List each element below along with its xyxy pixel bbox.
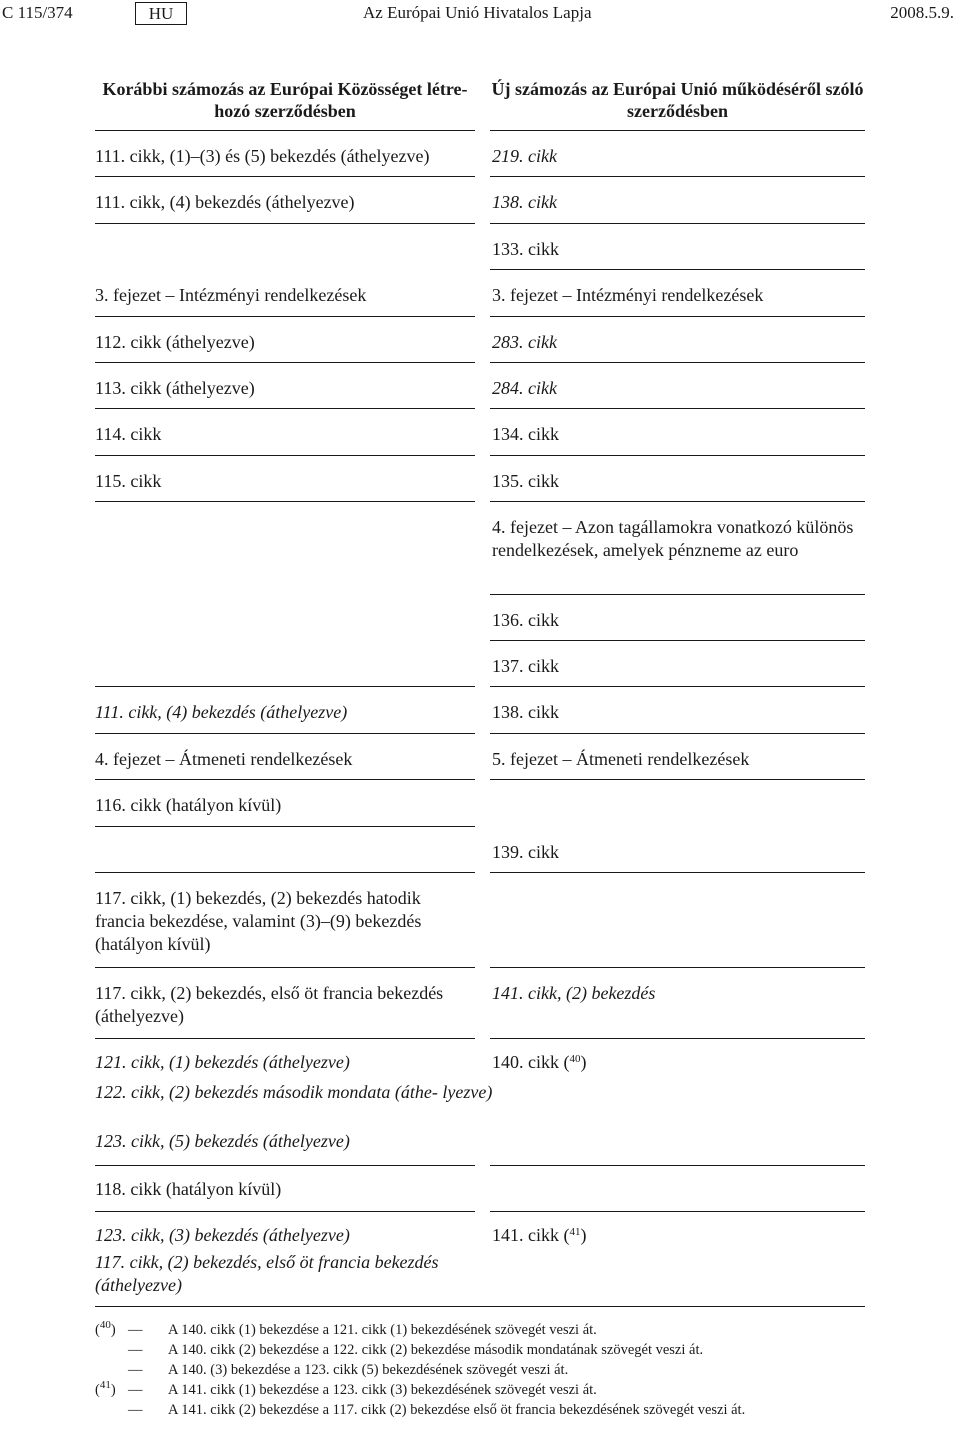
row-divider xyxy=(95,967,475,968)
row-divider xyxy=(490,967,865,968)
row-divider xyxy=(490,686,865,687)
row-divider xyxy=(95,1165,475,1166)
footnote-dash: — xyxy=(128,1342,143,1358)
table-cell-right: 137. cikk xyxy=(492,656,559,676)
table-cell-left: 115. cikk xyxy=(95,471,162,491)
table-cell-right: 136. cikk xyxy=(492,610,559,630)
table-cell-left: 116. cikk (hatályon kívül) xyxy=(95,795,282,815)
table-cell-left: 3. fejezet – Intézményi rendelkezések xyxy=(95,285,367,305)
row-divider xyxy=(95,455,475,456)
table-cell-right: 138. cikk xyxy=(492,702,559,722)
footnote-reference[interactable]: 40 xyxy=(569,1053,581,1065)
left-column-heading: Korábbi számozás az Európai Közösséget létre- hozó szerződésben xyxy=(102,79,468,121)
table-cell-right: 3. fejezet – Intézményi rendelkezések xyxy=(492,285,764,305)
footnote-mark: ($^{41}$) xyxy=(95,1379,116,1398)
table-cell-left: 111. cikk, (4) bekezdés (áthelyezve) xyxy=(95,192,355,212)
page-header xyxy=(0,0,960,32)
row-divider xyxy=(490,1038,865,1039)
table-cell-left: 122. cikk, (2) bekezdés második mondata (áthe- lyezve) xyxy=(95,1082,493,1102)
table-cell-right: 140. cikk ($^{40}$) xyxy=(492,1052,587,1072)
publication-date: 2008.5.9. xyxy=(890,3,954,22)
row-divider xyxy=(490,594,865,595)
row-divider xyxy=(490,455,865,456)
table-cell-left: 111. cikk, (1)–(3) és (5) bekezdés (áthelyezve) xyxy=(95,146,430,166)
table-cell-left: 121. cikk, (1) bekezdés (áthelyezve) xyxy=(95,1052,350,1072)
row-divider xyxy=(95,223,475,224)
table-cell-left: 4. fejezet – Átmeneti rendelkezések xyxy=(95,749,353,769)
table-cell-right: 219. cikk xyxy=(492,146,557,166)
row-divider xyxy=(490,1211,865,1212)
footnote-mark: ($^{40}$) xyxy=(95,1319,116,1338)
row-divider xyxy=(490,269,865,270)
row-divider xyxy=(95,362,475,363)
footnote-dash: — xyxy=(128,1402,143,1418)
table-cell-right: 283. cikk xyxy=(492,332,557,352)
row-divider xyxy=(490,362,865,363)
row-divider xyxy=(490,408,865,409)
table-cell-left: 112. cikk (áthelyezve) xyxy=(95,332,255,352)
row-divider xyxy=(490,733,865,734)
table-cell-right: 4. fejezet – Azon tagállamokra vonatkozó különös rendelkezések, amelyek pénzneme az euro xyxy=(492,517,854,560)
footnote-text: A 140. cikk (2) bekezdése a 122. cikk (2) bekezdése második mondatának szövegét veszi át. xyxy=(168,1342,704,1358)
footnote-text: A 141. cikk (1) bekezdése a 123. cikk (3) bekezdésének szövegét veszi át. xyxy=(168,1382,597,1398)
footnote-text: A 140. (3) bekezdése a 123. cikk (5) bekezdésének szövegét veszi át. xyxy=(168,1362,569,1378)
table-cell-right: 141. cikk, (2) bekezdés xyxy=(492,983,656,1003)
table-cell-left: 117. cikk, (2) bekezdés, első öt francia bekezdés (áthelyezve) xyxy=(95,983,444,1026)
row-divider xyxy=(490,176,865,177)
table-cell-left: 117. cikk, (2) bekezdés, első öt francia bekezdés (áthelyezve) xyxy=(95,1252,439,1295)
journal-title: Az Európai Unió Hivatalos Lapja xyxy=(363,3,592,22)
table-cell-left: 117. cikk, (1) bekezdés, (2) bekezdés hatodik francia bekezdése, valamint (3)–(9) bekezdés (hatályon kívül) xyxy=(95,888,422,954)
row-divider xyxy=(490,501,865,502)
row-divider xyxy=(490,130,865,131)
row-divider xyxy=(95,1211,475,1212)
footnote-text: A 140. cikk (1) bekezdése a 121. cikk (1) bekezdésének szövegét veszi át. xyxy=(168,1322,597,1338)
language-badge: HU xyxy=(135,2,187,25)
table-cell-right: 134. cikk xyxy=(492,424,559,444)
row-divider xyxy=(490,1165,865,1166)
row-divider xyxy=(490,872,865,873)
table-cell-left: 113. cikk (áthelyezve) xyxy=(95,378,255,398)
footnote-text: A 141. cikk (2) bekezdése a 117. cikk (2) bekezdése első öt francia bekezdésének szövegét veszi át. xyxy=(168,1402,746,1418)
footnote-rule xyxy=(95,1306,865,1307)
row-divider xyxy=(95,316,475,317)
row-divider xyxy=(95,176,475,177)
table-cell-right: 135. cikk xyxy=(492,471,559,491)
row-divider xyxy=(95,733,475,734)
footnote-reference[interactable]: 41 xyxy=(569,1226,581,1238)
row-divider xyxy=(490,223,865,224)
row-divider xyxy=(95,779,475,780)
row-divider xyxy=(95,408,475,409)
footnote-dash: — xyxy=(128,1382,143,1398)
table-cell-left: 111. cikk, (4) bekezdés (áthelyezve) xyxy=(95,702,348,722)
table-cell-right: 139. cikk xyxy=(492,842,559,862)
row-divider xyxy=(490,640,865,641)
table-cell-right: 284. cikk xyxy=(492,378,557,398)
row-divider xyxy=(95,130,475,131)
row-divider xyxy=(95,1038,475,1039)
table-cell-left: 114. cikk xyxy=(95,424,162,444)
footnote-dash: — xyxy=(128,1362,143,1378)
table-cell-right: 5. fejezet – Átmeneti rendelkezések xyxy=(492,749,750,769)
row-divider xyxy=(95,826,475,827)
row-divider xyxy=(95,872,475,873)
row-divider xyxy=(490,316,865,317)
row-divider xyxy=(490,779,865,780)
table-cell-left: 123. cikk, (5) bekezdés (áthelyezve) xyxy=(95,1131,350,1151)
table-cell-left: 123. cikk, (3) bekezdés (áthelyezve) xyxy=(95,1225,350,1245)
right-column-heading: Új számozás az Európai Unió működéséről szóló szerződésben xyxy=(491,79,864,121)
footnote-dash: — xyxy=(128,1322,143,1338)
row-divider xyxy=(95,686,475,687)
row-divider xyxy=(95,501,475,502)
table-cell-right: 133. cikk xyxy=(492,239,559,259)
table-cell-left: 118. cikk (hatályon kívül) xyxy=(95,1179,282,1199)
table-cell-right: 141. cikk ($^{41}$) xyxy=(492,1225,587,1245)
journal-reference: C 115/374 xyxy=(2,3,73,22)
table-cell-right: 138. cikk xyxy=(492,192,557,212)
